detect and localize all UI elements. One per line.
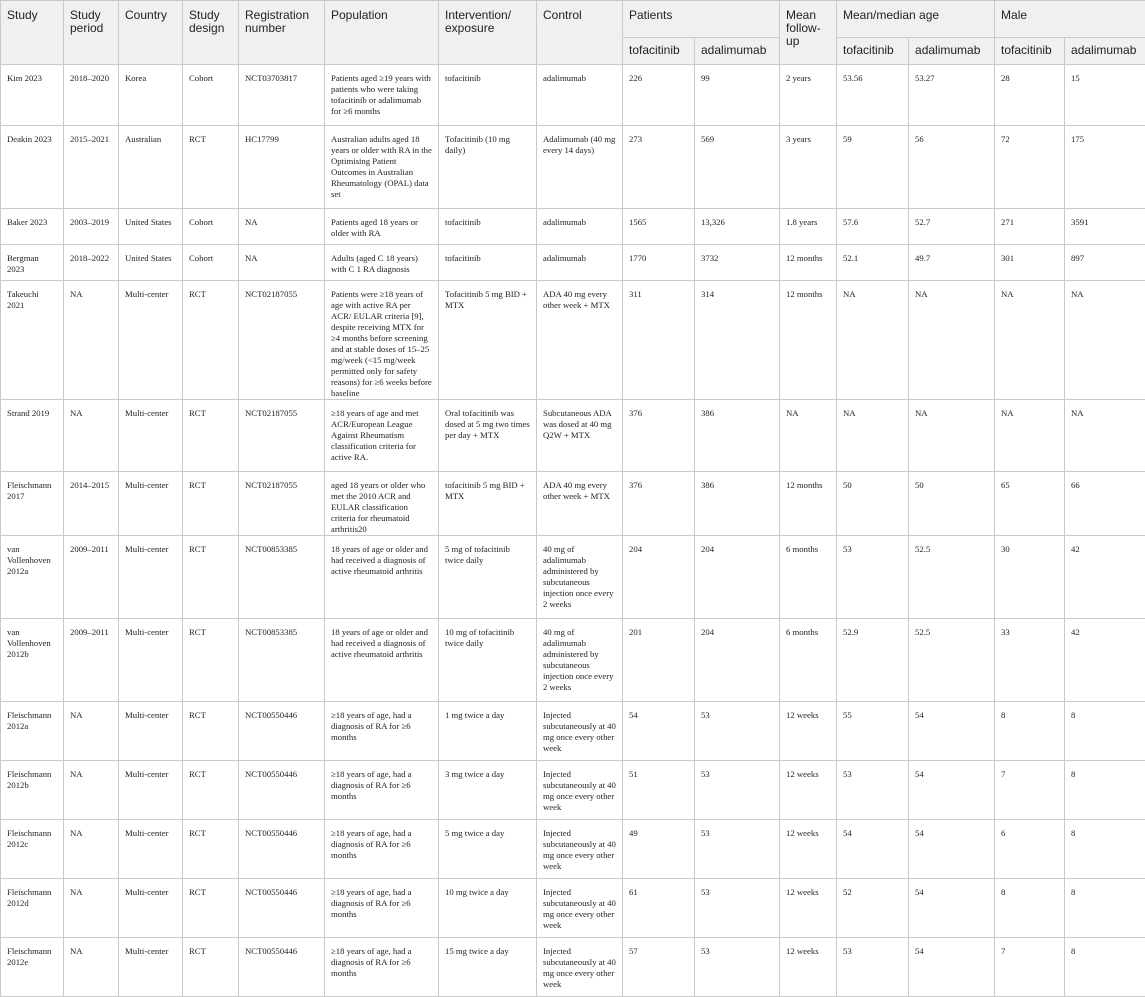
cell-patients-adalimumab: 53 [695, 702, 780, 761]
cell-control: ADA 40 mg every other week + MTX [537, 281, 623, 400]
cell-study-design: RCT [183, 281, 239, 400]
cell-control: adalimumab [537, 209, 623, 245]
cell-age-adalimumab: 52.7 [909, 209, 995, 245]
cell-age-tofacitinib: 52.1 [837, 245, 909, 281]
cell-patients-tofacitinib: 311 [623, 281, 695, 400]
cell-study-design: RCT [183, 702, 239, 761]
cell-population: Patients aged 18 years or older with RA [325, 209, 439, 245]
cell-male-tofacitinib: NA [995, 281, 1065, 400]
cell-male-tofacitinib: 8 [995, 879, 1065, 938]
subheader-age-adalimumab: adalimumab [909, 38, 995, 65]
cell-male-adalimumab: 8 [1065, 761, 1145, 820]
cell-registration-number: NCT00550446 [239, 820, 325, 879]
cell-patients-adalimumab: 99 [695, 65, 780, 126]
cell-study: van Vollenhoven 2012a [1, 536, 64, 619]
cell-control: Injected subcutaneously at 40 mg once every other week [537, 761, 623, 820]
cell-age-adalimumab: 49.7 [909, 245, 995, 281]
cell-male-adalimumab: 66 [1065, 472, 1145, 536]
cell-patients-tofacitinib: 273 [623, 126, 695, 209]
cell-study: Deakin 2023 [1, 126, 64, 209]
cell-intervention: tofacitinib [439, 65, 537, 126]
cell-control: adalimumab [537, 65, 623, 126]
cell-population: ≥18 years of age, had a diagnosis of RA for ≥6 months [325, 820, 439, 879]
col-header-follow-up: Mean follow-up [780, 1, 837, 65]
cell-patients-adalimumab: 386 [695, 472, 780, 536]
cell-registration-number: NCT00550446 [239, 938, 325, 997]
cell-country: Multi-center [119, 619, 183, 702]
cell-age-tofacitinib: 53 [837, 761, 909, 820]
cell-study-period: NA [64, 879, 119, 938]
cell-registration-number: NCT00550446 [239, 879, 325, 938]
cell-patients-adalimumab: 204 [695, 619, 780, 702]
cell-study: Fleischmann 2017 [1, 472, 64, 536]
cell-follow-up: 12 weeks [780, 938, 837, 997]
cell-patients-tofacitinib: 201 [623, 619, 695, 702]
cell-age-adalimumab: 52.5 [909, 619, 995, 702]
cell-male-tofacitinib: NA [995, 400, 1065, 472]
cell-study: Kim 2023 [1, 65, 64, 126]
cell-study-period: 2018–2022 [64, 245, 119, 281]
cell-follow-up: 12 months [780, 472, 837, 536]
cell-control: Subcutaneous ADA was dosed at 40 mg Q2W + MTX [537, 400, 623, 472]
col-header-study-design: Study design [183, 1, 239, 65]
cell-country: Multi-center [119, 938, 183, 997]
cell-age-tofacitinib: NA [837, 281, 909, 400]
cell-patients-adalimumab: 53 [695, 820, 780, 879]
subheader-patients-adalimumab: adalimumab [695, 38, 780, 65]
cell-registration-number: NCT03703817 [239, 65, 325, 126]
cell-male-tofacitinib: 28 [995, 65, 1065, 126]
cell-follow-up: 3 years [780, 126, 837, 209]
cell-patients-tofacitinib: 54 [623, 702, 695, 761]
cell-patients-tofacitinib: 376 [623, 400, 695, 472]
cell-population: Australian adults aged 18 years or older with RA in the Optimising Patient Outcomes in Australian Rheumatology (OPAL) data set [325, 126, 439, 209]
cell-study: Fleischmann 2012b [1, 761, 64, 820]
col-header-study-period: Study period [64, 1, 119, 65]
cell-country: Australian [119, 126, 183, 209]
cell-study-period: NA [64, 820, 119, 879]
cell-intervention: tofacitinib [439, 209, 537, 245]
cell-study-design: RCT [183, 761, 239, 820]
cell-registration-number: NA [239, 209, 325, 245]
cell-registration-number: NCT00853385 [239, 619, 325, 702]
cell-male-tofacitinib: 7 [995, 938, 1065, 997]
cell-registration-number: NA [239, 245, 325, 281]
cell-study-design: RCT [183, 820, 239, 879]
cell-male-adalimumab: 42 [1065, 536, 1145, 619]
cell-population: ≥18 years of age, had a diagnosis of RA for ≥6 months [325, 761, 439, 820]
cell-country: Multi-center [119, 281, 183, 400]
cell-population: ≥18 years of age, had a diagnosis of RA for ≥6 months [325, 938, 439, 997]
cell-age-adalimumab: 54 [909, 702, 995, 761]
cell-age-tofacitinib: 53.56 [837, 65, 909, 126]
cell-age-tofacitinib: 54 [837, 820, 909, 879]
cell-age-adalimumab: 54 [909, 879, 995, 938]
cell-study: Takeuchi 2021 [1, 281, 64, 400]
cell-study-period: NA [64, 761, 119, 820]
cell-male-adalimumab: 8 [1065, 938, 1145, 997]
cell-intervention: Oral tofacitinib was dosed at 5 mg two times per day + MTX [439, 400, 537, 472]
cell-male-tofacitinib: 33 [995, 619, 1065, 702]
cell-population: aged 18 years or older who met the 2010 ACR and EULAR classification criteria for rheumatoid arthritis20 [325, 472, 439, 536]
cell-control: 40 mg of adalimumab administered by subcutaneous injection once every 2 weeks [537, 536, 623, 619]
cell-country: Multi-center [119, 472, 183, 536]
cell-control: Adalimumab (40 mg every 14 days) [537, 126, 623, 209]
cell-intervention: Tofacitinib 5 mg BID + MTX [439, 281, 537, 400]
cell-registration-number: NCT00853385 [239, 536, 325, 619]
table-row [1, 245, 1145, 281]
cell-follow-up: 12 weeks [780, 761, 837, 820]
cell-population: Adults (aged C 18 years) with C 1 RA diagnosis [325, 245, 439, 281]
cell-follow-up: 2 years [780, 65, 837, 126]
table-row [1, 938, 1145, 997]
cell-control: Injected subcutaneously at 40 mg once every other week [537, 879, 623, 938]
table-row [1, 209, 1145, 245]
table-row [1, 400, 1145, 472]
cell-study-design: RCT [183, 938, 239, 997]
table-row [1, 820, 1145, 879]
cell-male-adalimumab: NA [1065, 400, 1145, 472]
cell-study-design: RCT [183, 126, 239, 209]
cell-control: Injected subcutaneously at 40 mg once every other week [537, 702, 623, 761]
subheader-patients-tofacitinib: tofacitinib [623, 38, 695, 65]
cell-age-adalimumab: 54 [909, 761, 995, 820]
cell-study: Fleischmann 2012c [1, 820, 64, 879]
cell-population: ≥18 years of age, had a diagnosis of RA for ≥6 months [325, 702, 439, 761]
cell-intervention: 3 mg twice a day [439, 761, 537, 820]
cell-population: Patients aged ≥19 years with patients who were taking tofacitinib or adalimumab for ≥6 months [325, 65, 439, 126]
cell-follow-up: 6 months [780, 619, 837, 702]
cell-intervention: 10 mg of tofacitinib twice daily [439, 619, 537, 702]
cell-follow-up: 12 months [780, 245, 837, 281]
cell-registration-number: NCT00550446 [239, 761, 325, 820]
cell-patients-tofacitinib: 49 [623, 820, 695, 879]
cell-country: Multi-center [119, 761, 183, 820]
cell-patients-adalimumab: 13,326 [695, 209, 780, 245]
cell-study-period: NA [64, 938, 119, 997]
cell-study: Baker 2023 [1, 209, 64, 245]
table-row [1, 536, 1145, 619]
cell-male-adalimumab: 3591 [1065, 209, 1145, 245]
cell-age-tofacitinib: 53 [837, 536, 909, 619]
cell-male-adalimumab: 897 [1065, 245, 1145, 281]
cell-patients-tofacitinib: 1770 [623, 245, 695, 281]
cell-intervention: tofacitinib [439, 245, 537, 281]
cell-age-tofacitinib: NA [837, 400, 909, 472]
cell-patients-tofacitinib: 204 [623, 536, 695, 619]
cell-intervention: tofacitinib 5 mg BID + MTX [439, 472, 537, 536]
header-row [1, 1, 1145, 38]
cell-follow-up: 1.8 years [780, 209, 837, 245]
cell-male-adalimumab: 42 [1065, 619, 1145, 702]
cell-male-adalimumab: 8 [1065, 879, 1145, 938]
cell-patients-tofacitinib: 51 [623, 761, 695, 820]
cell-male-tofacitinib: 72 [995, 126, 1065, 209]
cell-patients-adalimumab: 569 [695, 126, 780, 209]
cell-registration-number: NCT00550446 [239, 702, 325, 761]
cell-study-design: RCT [183, 879, 239, 938]
cell-patients-tofacitinib: 57 [623, 938, 695, 997]
table-row [1, 472, 1145, 536]
cell-study-period: 2009–2011 [64, 536, 119, 619]
cell-control: adalimumab [537, 245, 623, 281]
cell-male-tofacitinib: 6 [995, 820, 1065, 879]
cell-age-tofacitinib: 53 [837, 938, 909, 997]
table-row [1, 281, 1145, 400]
cell-age-adalimumab: 50 [909, 472, 995, 536]
table-row [1, 619, 1145, 702]
cell-population: 18 years of age or older and had received a diagnosis of active rheumatoid arthritis [325, 536, 439, 619]
cell-study: Fleischmann 2012e [1, 938, 64, 997]
cell-age-adalimumab: 54 [909, 938, 995, 997]
cell-intervention: 1 mg twice a day [439, 702, 537, 761]
cell-country: Multi-center [119, 820, 183, 879]
cell-population: ≥18 years of age and met ACR/European League Against Rheumatism classification criteria for active RA. [325, 400, 439, 472]
cell-patients-adalimumab: 204 [695, 536, 780, 619]
cell-study-period: NA [64, 400, 119, 472]
cell-age-adalimumab: NA [909, 400, 995, 472]
col-header-registration-number: Registration number [239, 1, 325, 65]
cell-age-tofacitinib: 57.6 [837, 209, 909, 245]
cell-study-period: 2014–2015 [64, 472, 119, 536]
cell-country: United States [119, 209, 183, 245]
cell-age-tofacitinib: 50 [837, 472, 909, 536]
table-row [1, 126, 1145, 209]
cell-country: Multi-center [119, 536, 183, 619]
cell-male-tofacitinib: 7 [995, 761, 1065, 820]
cell-patients-adalimumab: 53 [695, 761, 780, 820]
cell-age-adalimumab: 56 [909, 126, 995, 209]
cell-intervention: 5 mg of tofacitinib twice daily [439, 536, 537, 619]
cell-male-adalimumab: 8 [1065, 820, 1145, 879]
cell-study-period: NA [64, 702, 119, 761]
cell-study-period: 2009–2011 [64, 619, 119, 702]
cell-study: Bergman 2023 [1, 245, 64, 281]
cell-registration-number: NCT02187055 [239, 281, 325, 400]
cell-patients-tofacitinib: 61 [623, 879, 695, 938]
cell-population: 18 years of age or older and had received a diagnosis of active rheumatoid arthritis [325, 619, 439, 702]
cell-study-period: NA [64, 281, 119, 400]
cell-country: Multi-center [119, 702, 183, 761]
cell-age-tofacitinib: 52.9 [837, 619, 909, 702]
cell-patients-adalimumab: 53 [695, 938, 780, 997]
cell-male-adalimumab: 15 [1065, 65, 1145, 126]
cell-follow-up: 12 months [780, 281, 837, 400]
cell-control: Injected subcutaneously at 40 mg once every other week [537, 820, 623, 879]
cell-age-tofacitinib: 52 [837, 879, 909, 938]
cell-follow-up: 12 weeks [780, 879, 837, 938]
cell-study: Fleischmann 2012a [1, 702, 64, 761]
cell-age-adalimumab: 54 [909, 820, 995, 879]
table-row [1, 65, 1145, 126]
cell-population: ≥18 years of age, had a diagnosis of RA for ≥6 months [325, 879, 439, 938]
subheader-male-tofacitinib: tofacitinib [995, 38, 1065, 65]
cell-population: Patients were ≥18 years of age with active RA per ACR/ EULAR criteria [9], despite receiving MTX for ≥4 months before screening and at stable doses of 15–25 mg/week (<15 mg/week permitted only for safety reasons) for ≥6 weeks before baseline [325, 281, 439, 400]
cell-intervention: 10 mg twice a day [439, 879, 537, 938]
cell-age-adalimumab: 53.27 [909, 65, 995, 126]
cell-country: Korea [119, 65, 183, 126]
cell-intervention: 15 mg twice a day [439, 938, 537, 997]
cell-male-adalimumab: NA [1065, 281, 1145, 400]
cell-patients-adalimumab: 314 [695, 281, 780, 400]
cell-age-adalimumab: NA [909, 281, 995, 400]
cell-study-design: Cohort [183, 209, 239, 245]
cell-male-tofacitinib: 30 [995, 536, 1065, 619]
cell-study-design: RCT [183, 619, 239, 702]
cell-study-design: RCT [183, 536, 239, 619]
col-header-age: Mean/median age [837, 1, 995, 38]
cell-patients-adalimumab: 3732 [695, 245, 780, 281]
cell-country: United States [119, 245, 183, 281]
cell-male-tofacitinib: 8 [995, 702, 1065, 761]
cell-patients-adalimumab: 53 [695, 879, 780, 938]
cell-patients-tofacitinib: 1565 [623, 209, 695, 245]
col-header-country: Country [119, 1, 183, 65]
cell-study-design: RCT [183, 400, 239, 472]
cell-country: Multi-center [119, 400, 183, 472]
cell-registration-number: NCT02187055 [239, 472, 325, 536]
cell-follow-up: 6 months [780, 536, 837, 619]
cell-registration-number: NCT02187055 [239, 400, 325, 472]
cell-follow-up: 12 weeks [780, 820, 837, 879]
cell-study-period: 2018–2020 [64, 65, 119, 126]
subheader-age-tofacitinib: tofacitinib [837, 38, 909, 65]
cell-study: van Vollenhoven 2012b [1, 619, 64, 702]
table-body [1, 65, 1145, 997]
cell-intervention: Tofacitinib (10 mg daily) [439, 126, 537, 209]
col-header-study: Study [1, 1, 64, 65]
cell-patients-tofacitinib: 376 [623, 472, 695, 536]
col-header-population: Population [325, 1, 439, 65]
cell-study-period: 2015–2021 [64, 126, 119, 209]
cell-control: 40 mg of adalimumab administered by subcutaneous injection once every 2 weeks [537, 619, 623, 702]
cell-male-adalimumab: 8 [1065, 702, 1145, 761]
cell-study-period: 2003–2019 [64, 209, 119, 245]
cell-follow-up: NA [780, 400, 837, 472]
cell-male-tofacitinib: 301 [995, 245, 1065, 281]
cell-male-adalimumab: 175 [1065, 126, 1145, 209]
cell-study: Strand 2019 [1, 400, 64, 472]
cell-control: Injected subcutaneously at 40 mg once every other week [537, 938, 623, 997]
cell-registration-number: HC17799 [239, 126, 325, 209]
subheader-male-adalimumab: adalimumab [1065, 38, 1145, 65]
cell-age-tofacitinib: 55 [837, 702, 909, 761]
table-row [1, 702, 1145, 761]
cell-follow-up: 12 weeks [780, 702, 837, 761]
col-header-intervention: Intervention/ exposure [439, 1, 537, 65]
cell-patients-tofacitinib: 226 [623, 65, 695, 126]
col-header-patients: Patients [623, 1, 780, 38]
col-header-control: Control [537, 1, 623, 65]
cell-study-design: RCT [183, 472, 239, 536]
cell-country: Multi-center [119, 879, 183, 938]
cell-study-design: Cohort [183, 65, 239, 126]
cell-study-design: Cohort [183, 245, 239, 281]
table-row [1, 761, 1145, 820]
table-row [1, 879, 1145, 938]
cell-patients-adalimumab: 386 [695, 400, 780, 472]
cell-control: ADA 40 mg every other week + MTX [537, 472, 623, 536]
cell-male-tofacitinib: 271 [995, 209, 1065, 245]
cell-study: Fleischmann 2012d [1, 879, 64, 938]
cell-age-adalimumab: 52.5 [909, 536, 995, 619]
cell-age-tofacitinib: 59 [837, 126, 909, 209]
cell-male-tofacitinib: 65 [995, 472, 1065, 536]
col-header-male: Male [995, 1, 1145, 38]
cell-intervention: 5 mg twice a day [439, 820, 537, 879]
